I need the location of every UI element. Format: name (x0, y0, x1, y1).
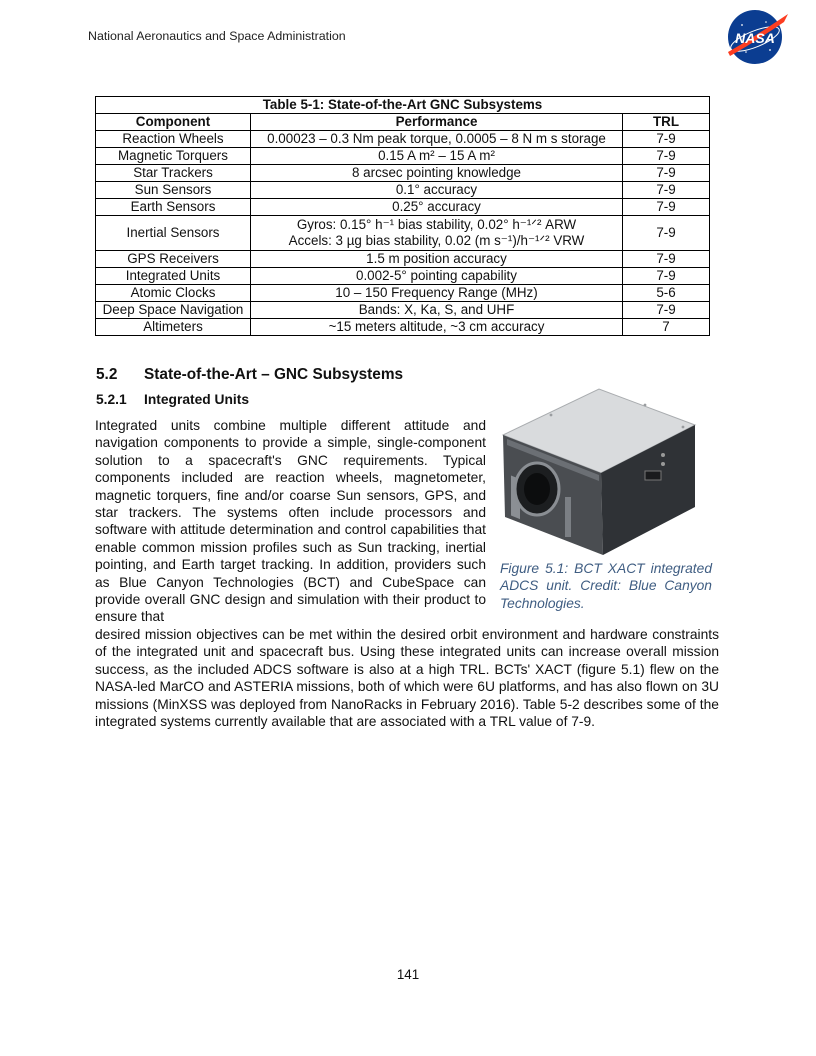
component-cell: GPS Receivers (96, 251, 251, 268)
performance-cell: 1.5 m position accuracy (251, 251, 623, 268)
table-row (96, 165, 710, 182)
column-header-component: Component (96, 114, 251, 131)
table-row (96, 302, 710, 319)
table-row (96, 148, 710, 165)
body-paragraph-wrapped: Integrated units combine multiple different attitude and navigation components to provide a simple, single-component solution to a spacecraft's GNC requirements. Typical components included are reaction wheels, magnetometer, magnetic torquers, fine and/or coarse Sun sensors, GPS, and star trackers. The systems often include processors and software with attitude determination and control capabilities that enable common mission profiles such as Sun tracking, inertial pointing, and Earth target tracking. In addition, providers such as Blue Canyon Technologies (BCT) and CubeSpace can provide overall GNC design and simulation with their product to ensure that (95, 418, 486, 625)
component-cell: Atomic Clocks (96, 285, 251, 302)
component-cell: Magnetic Torquers (96, 148, 251, 165)
component-cell: Deep Space Navigation (96, 302, 251, 319)
body-paragraph-full: desired mission objectives can be met within the desired orbit environment and hardware constraints of the integrated unit and spacecraft bus. Using these integrated units can increase overall mission success, as the included ADCS software is also at a high TRL. BCTs' XACT (figure 5.1) flew on the NASA-led MarCO and ASTERIA missions, both of which were 6U platforms, and has also flown on 3U missions (MinXSS was deployed from NanoRacks in February 2016). Table 5-2 describes some of the integrated systems currently available that are associated with a TRL value of 7-9. (95, 627, 719, 730)
trl-cell: 7-9 (623, 148, 710, 165)
performance-accels-line: Accels: 3 µg bias stability, 0.02 (m s⁻¹)/h⁻¹ᐟ² VRW (288, 233, 585, 248)
trl-cell: 7-9 (623, 216, 710, 251)
component-cell: Earth Sensors (96, 199, 251, 216)
component-cell: Reaction Wheels (96, 131, 251, 148)
trl-cell: 7-9 (623, 182, 710, 199)
column-header-trl: TRL (623, 114, 710, 131)
component-cell: Sun Sensors (96, 182, 251, 199)
table-row (96, 285, 710, 302)
subsection-title: Integrated Units (144, 392, 250, 407)
table-row (96, 251, 710, 268)
nasa-logo (724, 8, 790, 66)
section-heading (96, 366, 403, 384)
subsection-number: 5.2.1 (96, 392, 127, 407)
performance-cell (251, 216, 623, 251)
section-number: 5.2 (96, 366, 118, 383)
component-cell: Integrated Units (96, 268, 251, 285)
table-title: Table 5-1: State-of-the-Art GNC Subsystems (96, 97, 710, 114)
section-title: State-of-the-Art – GNC Subsystems (144, 366, 404, 383)
table-row (96, 182, 710, 199)
svg-text:NASA: NASA (735, 30, 775, 46)
trl-cell: 5-6 (623, 285, 710, 302)
table-row (96, 268, 710, 285)
page-number: 141 (396, 967, 420, 982)
table-row (96, 319, 710, 336)
performance-gyros-line: Gyros: 0.15° h⁻¹ bias stability, 0.02° h⁻¹ᐟ² ARW (296, 217, 577, 232)
component-cell: Altimeters (96, 319, 251, 336)
trl-cell: 7-9 (623, 268, 710, 285)
performance-cell: 0.25° accuracy (251, 199, 623, 216)
performance-cell: 8 arcsec pointing knowledge (251, 165, 623, 182)
performance-cell: 0.00023 – 0.3 Nm peak torque, 0.0005 – 8 N m s storage (251, 131, 623, 148)
column-header-performance: Performance (251, 114, 623, 131)
component-cell: Star Trackers (96, 165, 251, 182)
performance-cell: 0.1° accuracy (251, 182, 623, 199)
performance-cell: 0.002-5° pointing capability (251, 268, 623, 285)
trl-cell: 7-9 (623, 165, 710, 182)
trl-cell: 7-9 (623, 131, 710, 148)
figure-caption: Figure 5.1: BCT XACT integrated ADCS unit. Credit: Blue Canyon Technologies. (500, 561, 712, 611)
trl-cell: 7 (623, 319, 710, 336)
trl-cell: 7-9 (623, 302, 710, 319)
subsection-heading (96, 392, 249, 407)
performance-cell: ~15 meters altitude, ~3 cm accuracy (251, 319, 623, 336)
gnc-subsystems-table (95, 96, 710, 336)
trl-cell: 7-9 (623, 199, 710, 216)
xact-unit-photo (495, 385, 701, 557)
table-row (96, 216, 710, 251)
agency-name: National Aeronautics and Space Administration (88, 29, 346, 43)
table-row (96, 131, 710, 148)
component-cell: Inertial Sensors (96, 216, 251, 251)
trl-cell: 7-9 (623, 251, 710, 268)
performance-cell: Bands: X, Ka, S, and UHF (251, 302, 623, 319)
performance-cell: 10 – 150 Frequency Range (MHz) (251, 285, 623, 302)
performance-cell: 0.15 A m² – 15 A m² (251, 148, 623, 165)
table-row (96, 199, 710, 216)
